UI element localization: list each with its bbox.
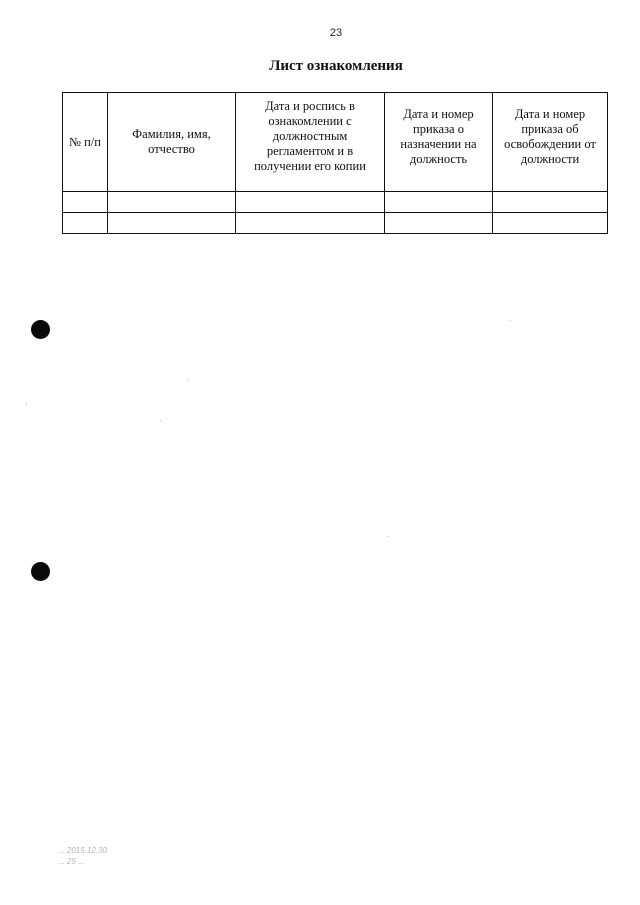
table-cell bbox=[63, 213, 108, 234]
header-number: № п/п bbox=[63, 93, 108, 192]
table-row bbox=[63, 192, 608, 213]
table-cell bbox=[236, 192, 385, 213]
scan-speck bbox=[160, 420, 161, 421]
footer-stamp-line2: ... 25 ... bbox=[58, 857, 85, 866]
table-cell bbox=[493, 213, 608, 234]
footer-stamp-line1: ... 2015.12.30 bbox=[58, 846, 107, 855]
table-cell bbox=[63, 192, 108, 213]
header-signature-date: Дата и роспись в ознакомлении с должностным регламентом и в получении его копии bbox=[236, 93, 385, 192]
table-cell bbox=[493, 192, 608, 213]
header-dismissal-order: Дата и номер приказа об освобождении от должности bbox=[493, 93, 608, 192]
acquaintance-table bbox=[62, 92, 608, 234]
table-cell bbox=[108, 213, 236, 234]
scan-speck bbox=[510, 320, 511, 321]
page-number: 23 bbox=[329, 27, 343, 39]
punch-hole-top bbox=[31, 320, 50, 339]
table-cell bbox=[236, 213, 385, 234]
table-row bbox=[63, 213, 608, 234]
header-appointment-order: Дата и номер приказа о назначении на должность bbox=[385, 93, 493, 192]
scan-speck bbox=[26, 403, 27, 404]
table-header-row bbox=[63, 93, 608, 192]
table-cell bbox=[385, 213, 493, 234]
table-cell bbox=[108, 192, 236, 213]
page-title: Лист ознакомления bbox=[269, 58, 403, 74]
scan-speck bbox=[188, 380, 189, 381]
scan-speck bbox=[388, 536, 389, 537]
header-full-name: Фамилия, имя, отчество bbox=[108, 93, 236, 192]
punch-hole-bottom bbox=[31, 562, 50, 581]
table-cell bbox=[385, 192, 493, 213]
